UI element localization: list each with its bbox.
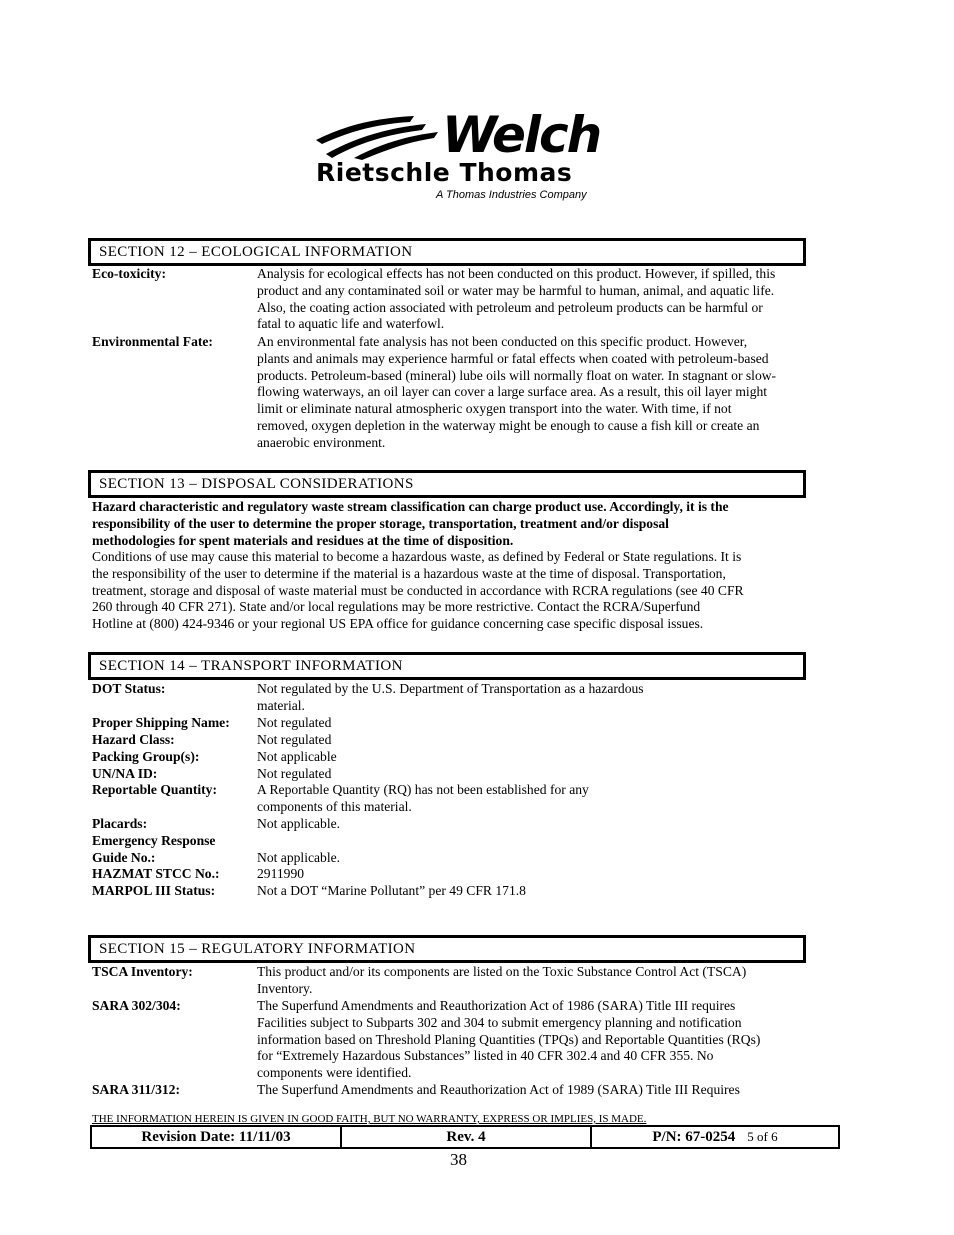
transport-value: Not applicable. bbox=[257, 850, 341, 865]
section-15-header: SECTION 15 – REGULATORY INFORMATION bbox=[88, 935, 806, 963]
transport-label: Reportable Quantity: bbox=[92, 782, 217, 797]
disposal-notice: Hazard characteristic and regulatory waste stream classification can charge product use. Accordingly, it is the responsibility of the user to determine the proper storage, transportation, treatment and/or disposal methodologies for spent materials and residues at the time of disposition. bbox=[92, 499, 729, 548]
revision-number: Rev. 4 bbox=[342, 1127, 592, 1147]
company-logo bbox=[314, 104, 624, 204]
transport-label: DOT Status: bbox=[92, 681, 166, 696]
sara-311-text: The Superfund Amendments and Reauthorization Act of 1989 (SARA) Title III Requires bbox=[257, 1082, 740, 1097]
transport-value: Not applicable. bbox=[257, 816, 341, 831]
transport-label: MARPOL III Status: bbox=[92, 883, 216, 898]
disposal-body: Conditions of use may cause this material to become a hazardous waste, as defined by Federal or State regulations. It is the responsibility of the user to determine if the material is a hazardous waste at the time of disposal. Transportation, treatment, storage and disposal of waste material must be conducted in accordance with RCRA regulations (see 40 CFR 260 through 40 CFR 271). State and/or local regulations may be more restrictive. Contact the RCRA/Superfund Hotline at (800) 424-9346 or your regional US EPA office for guidance concerning case specific disposal issues. bbox=[92, 549, 744, 632]
tsca-text: This product and/or its components are listed on the Toxic Substance Control Act (TSCA) Inventory. bbox=[257, 964, 747, 996]
page-number: 38 bbox=[450, 1150, 467, 1169]
logo-brand: Welch bbox=[442, 106, 601, 164]
sara-302-text: The Superfund Amendments and Reauthorization Act of 1986 (SARA) Title III requires Facilities subject to Subparts 302 and 304 to submit emergency planning and notification information based on Threshold Planing Quantities (TPQs) and Reportable Quantities (RQs) for “Extremely Hazardous Substances” listed in 40 CFR 302.4 and 40 CFR 355. No components were identified. bbox=[257, 998, 761, 1081]
logo-subtitle: Rietschle Thomas bbox=[316, 158, 573, 187]
transport-label: Packing Group(s): bbox=[92, 749, 200, 764]
transport-value: Not applicable bbox=[257, 749, 337, 764]
part-number-cell bbox=[592, 1127, 838, 1147]
transport-value: A Reportable Quantity (RQ) has not been established for any bbox=[257, 782, 589, 797]
page-of: 5 of 6 bbox=[747, 1129, 778, 1144]
revision-date: Revision Date: 11/11/03 bbox=[92, 1127, 342, 1147]
section-13-header: SECTION 13 – DISPOSAL CONSIDERATIONS bbox=[88, 470, 806, 498]
transport-label: UN/NA ID: bbox=[92, 766, 158, 781]
section-12-header: SECTION 12 – ECOLOGICAL INFORMATION bbox=[88, 238, 806, 266]
transport-value: 2911990 bbox=[257, 866, 305, 881]
transport-value: Not regulated bbox=[257, 766, 332, 781]
transport-label: HAZMAT STCC No.: bbox=[92, 866, 220, 881]
transport-value: Not a DOT “Marine Pollutant” per 49 CFR 171.8 bbox=[257, 883, 526, 898]
transport-label: Guide No.: bbox=[92, 850, 156, 865]
transport-label: Hazard Class: bbox=[92, 732, 175, 747]
section-14-header: SECTION 14 – TRANSPORT INFORMATION bbox=[88, 652, 806, 680]
eco-toxicity-text: Analysis for ecological effects has not been conducted on this product. However, if spilled, this product and any contaminated soil or water may be harmful to human, animal, and aquatic life. Also, the coating action associated with petroleum and petroleum products can be harmful or fatal to aquatic life and waterfowl. bbox=[257, 266, 776, 332]
environmental-fate-label: Environmental Fate: bbox=[92, 334, 213, 349]
logo-tagline: A Thomas Industries Company bbox=[436, 189, 587, 201]
disclaimer: THE INFORMATION HEREIN IS GIVEN IN GOOD FAITH, BUT NO WARRANTY, EXPRESS OR IMPLIES, IS MADE. bbox=[92, 1113, 647, 1125]
transport-label: Emergency Response bbox=[92, 833, 216, 848]
transport-value: components of this material. bbox=[257, 799, 412, 814]
part-number: P/N: 67-0254 bbox=[652, 1129, 736, 1145]
tsca-label: TSCA Inventory: bbox=[92, 964, 193, 979]
transport-value: material. bbox=[257, 698, 305, 713]
transport-label: Proper Shipping Name: bbox=[92, 715, 230, 730]
footer-table bbox=[90, 1125, 840, 1149]
environmental-fate-text: An environmental fate analysis has not been conducted on this specific product. However, plants and animals may experience harmful or fatal effects when coated with petroleum-based products. Petroleum-based (mineral) lube oils will normally float on water. In stagnant or slow- flowing waterways, an oil layer can cover a large surface area. As a result, this oil layer might limit or eliminate natural atmospheric oxygen transport into the water. With time, if not removed, oxygen depletion in the waterway might be enough to cause a fish kill or create an anaerobic environment. bbox=[257, 334, 777, 450]
eco-toxicity-label: Eco-toxicity: bbox=[92, 266, 166, 281]
transport-value: Not regulated bbox=[257, 732, 332, 747]
sara-302-label: SARA 302/304: bbox=[92, 998, 181, 1013]
transport-value: Not regulated by the U.S. Department of Transportation as a hazardous bbox=[257, 681, 644, 696]
transport-label: Placards: bbox=[92, 816, 148, 831]
sara-311-label: SARA 311/312: bbox=[92, 1082, 180, 1097]
transport-value: Not regulated bbox=[257, 715, 332, 730]
logo-swoosh-icon bbox=[314, 110, 444, 160]
